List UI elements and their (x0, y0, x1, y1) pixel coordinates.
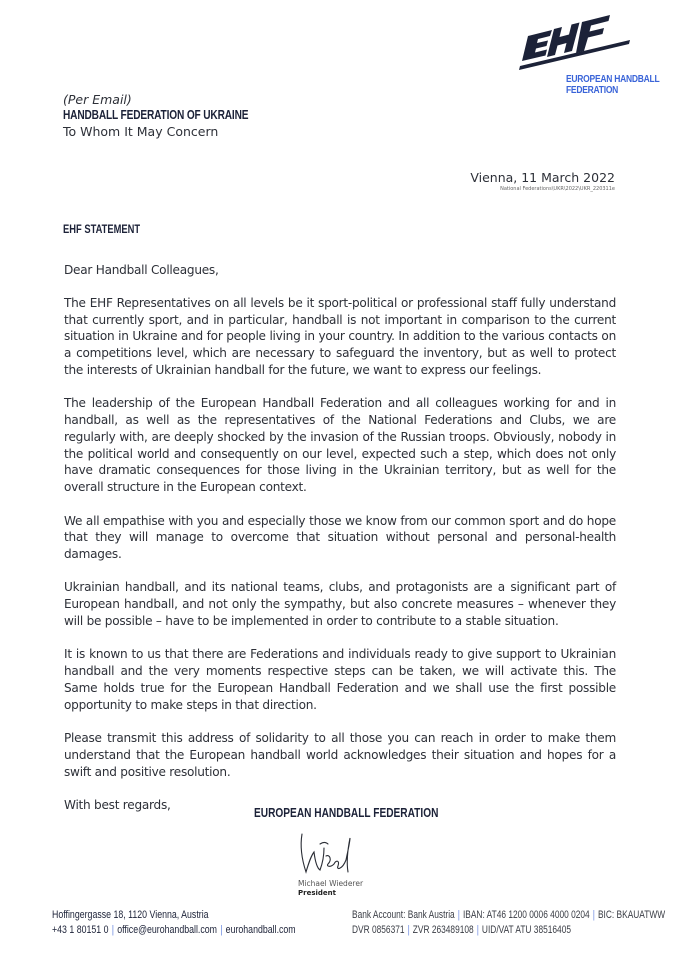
footer-dvr: DVR 0856371 (352, 923, 405, 936)
paragraph: The EHF Representatives on all levels be it sport-political or professional staff fully understand that currently sport, and in particular, handball is not important in comparison to the current situation in Ukraine and for people living in your country. In addition to the various contacts on a competitions level, which are necessary to safeguard the inventory, but as well to protect the interests of Ukrainian handball for the future, we want to express our feelings. (64, 295, 616, 377)
footer-bic: BIC: BKAUATWW (597, 909, 666, 921)
footer-bank: Bank Account: Bank Austria (352, 909, 455, 921)
recipient-salutation-line: To Whom It May Concern (63, 124, 219, 139)
footer-email-link[interactable]: office@eurohandball.com (117, 923, 217, 936)
footer-legal (352, 908, 665, 937)
separator: | (457, 909, 460, 921)
signatory-title: President (298, 889, 336, 897)
footer-phone: +43 1 80151 0 (52, 923, 109, 936)
footer-website-link[interactable]: eurohandball.com (225, 923, 296, 936)
separator: | (111, 923, 115, 936)
paragraph: We all empathise with you and especially those we know from our common sport and do hope that they will manage to overcome that situation without personal and personal-health damages. (64, 513, 616, 562)
footer-registration-line (352, 923, 665, 938)
dateline (470, 170, 615, 193)
separator: | (476, 923, 479, 936)
signature-block (254, 805, 490, 897)
footer-zvr: ZVR 263489108 (412, 923, 474, 936)
paragraph: The leadership of the European Handball Federation and all colleagues working for and in handball, as well as the representatives of the National Federations and Clubs, we are regularly with, are deeply shocked by the invasion of the Russian troops. Obviously, nobody in the political world and consequently on our level, expected such a step, which does not only have dramatic consequences for those living in the Ukrainian territory, but as well for the overall structure in the European context. (64, 396, 616, 495)
paragraph: It is known to us that there are Federations and individuals ready to give support to Ukrainian handball and the very moments respective steps can be taken, we will activate this. The Same holds true for the European Handball Federation and we shall use the first possible opportunity to make steps in that direction. (64, 647, 616, 712)
handwritten-signature-icon (296, 830, 366, 880)
logo-wordmark (566, 74, 659, 96)
footer-iban: IBAN: AT46 1200 0006 4000 0204 (462, 909, 590, 921)
delivery-method: (Per Email) (63, 92, 132, 107)
greeting: Dear Handball Colleagues, (64, 263, 219, 277)
footer-contact (52, 908, 296, 937)
ehf-logo-mark-icon (518, 14, 638, 76)
letter-date: Vienna, 11 March 2022 (470, 170, 615, 185)
ehf-logo (518, 14, 660, 96)
separator: | (592, 909, 595, 921)
recipient-block (63, 92, 301, 141)
letter-subject: EHF STATEMENT (63, 222, 141, 236)
recipient-name: HANDBALL FEDERATION OF UKRAINE (63, 107, 249, 122)
reference-code: National Federations\UKR\2022\UKR_220311e (500, 186, 615, 192)
logo-line-1: EUROPEAN HANDBALL (566, 74, 660, 85)
paragraph: Please transmit this address of solidarity to all those you can reach in order to make them understand that the European handball world acknowledges their situation and hopes for a swift and positive resolution. (64, 731, 616, 779)
footer-vat: UID/VAT ATU 38516405 (481, 923, 571, 936)
separator: | (407, 923, 410, 936)
footer-address: Hoffingergasse 18, 1120 Vienna, Austria (52, 909, 209, 921)
footer-bank-line (352, 908, 665, 923)
signatory-name: Michael Wiederer (298, 879, 364, 888)
letter-body (64, 262, 616, 830)
separator: | (220, 923, 223, 936)
paragraph: Ukrainian handball, and its national teams, clubs, and protagonists are a significant part of European handball, and not only the sympathy, but also concrete measures – whenever they will be possible – have to be implemented in order to contribute to a stable situation. (64, 580, 616, 629)
signature-organisation: EUROPEAN HANDBALL FEDERATION (254, 805, 439, 820)
closing: With best regards, (64, 797, 171, 812)
footer-contact-line (52, 923, 296, 938)
logo-line-2: FEDERATION (566, 85, 619, 96)
